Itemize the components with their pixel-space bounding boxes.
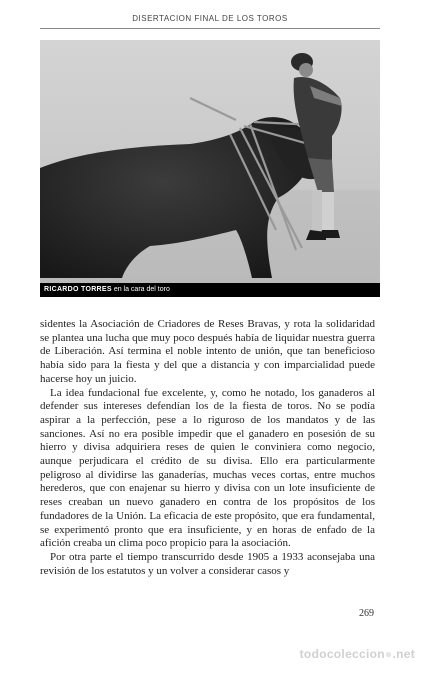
bullfight-illustration bbox=[40, 40, 380, 283]
caption-text: en la cara del toro bbox=[113, 286, 170, 293]
running-header: DISERTACION FINAL DE LOS TOROS bbox=[132, 14, 288, 23]
header-rule bbox=[40, 28, 380, 29]
body-text bbox=[40, 318, 375, 578]
caption-name: RICARDO TORRES bbox=[44, 286, 112, 293]
paragraph: sidentes la Asociación de Criadores de Reses Bravas, y rota la solidaridad se plantea una lucha que muy poco después había de liquidar nuestra guerra de Liberación. Así termina el noble intento de unión, que tan beneficioso había sido para la fiesta y del que a distancia y con imparcialidad puede hacerse hoy un juicio. bbox=[40, 318, 375, 385]
watermark bbox=[225, 647, 415, 661]
paragraph: La idea fundacional fue excelente, y, como he notado, los ganaderos al defender sus intereses defendían los de la fiesta de toros. No se podía aspirar a la perfección, pese a lo riguroso de los mandatos y de las sanciones. Así no era posible impedir que el ganadero en posesión de su hierro y divisa adquiriera reses de quien le conviniera como negocio, aunque perjudicara el crédito de su divisa. Ello era particularmente peligroso al dividirse las ganaderías, muchas veces cortas, entre muchos herederos, que con enajenar su hierro y divisa con un lote insuficiente de reses creaban un nuevo ganadero en contra de los propósitos de los fundadores de la Unión. La eficacia de este propósito, que era fundamental, se experimentó pronto que era insuficiente, y en horas de enfado de la afición creaba un clima poco propicio para la asociación. bbox=[40, 386, 375, 550]
bullfight-photo bbox=[40, 40, 380, 283]
watermark-dot: ● bbox=[384, 647, 393, 661]
watermark-tld: .net bbox=[392, 647, 415, 661]
paragraph: Por otra parte el tiempo transcurrido desde 1905 a 1933 aconsejaba una revisión de los estatutos y un volver a considerar casos y bbox=[40, 550, 375, 577]
page-number: 269 bbox=[359, 608, 374, 619]
watermark-brand: todocoleccion bbox=[299, 647, 385, 661]
photo-caption bbox=[40, 283, 380, 297]
